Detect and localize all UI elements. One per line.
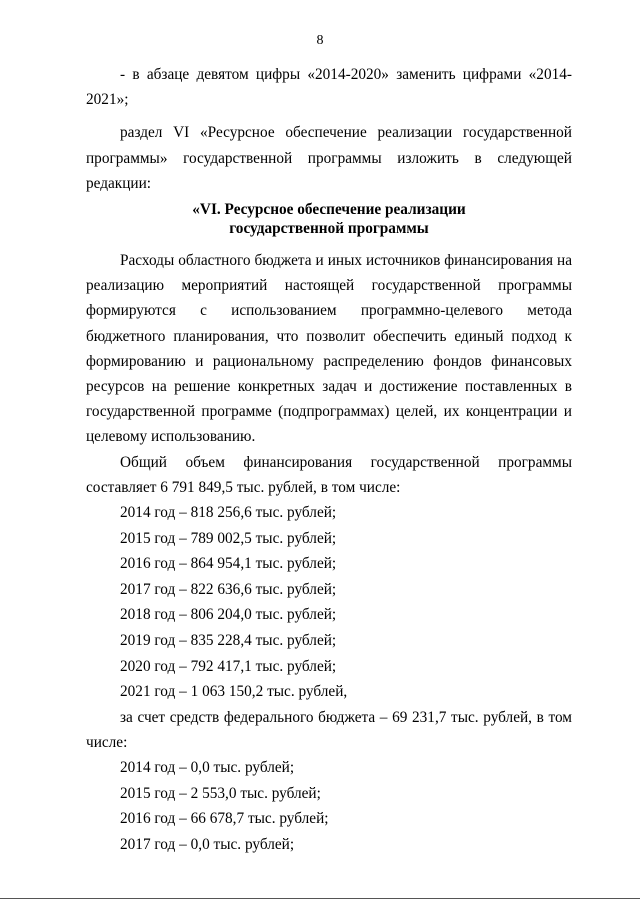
total-year-line: 2019 год – 835 228,4 тыс. рублей; — [120, 632, 337, 650]
paragraph-federal-funding: за счет средств федерального бюджета – 69 231,7 тыс. рублей, в том числе: — [86, 708, 572, 751]
federal-year-line: 2015 год – 2 553,0 тыс. рублей; — [120, 784, 321, 802]
total-year-line: 2015 год – 789 002,5 тыс. рублей; — [120, 529, 337, 547]
paragraph-section-vi-intro: раздел VI «Ресурсное обеспечение реализации государственной программы» государственной программы изложить в следующей редакции: — [86, 124, 572, 192]
federal-year-line: 2014 год – 0,0 тыс. рублей; — [120, 759, 295, 777]
bottom-scan-rule — [0, 898, 640, 899]
section-heading-line-1: «VI. Ресурсное обеспечение реализации — [192, 201, 466, 219]
total-year-line: 2020 год – 792 417,1 тыс. рублей; — [120, 657, 337, 675]
federal-year-line: 2017 год – 0,0 тыс. рублей; — [120, 835, 295, 853]
section-heading-line-2: государственной программы — [229, 220, 429, 238]
total-year-line: 2016 год – 864 954,1 тыс. рублей; — [120, 555, 337, 573]
total-year-line: 2014 год – 818 256,6 тыс. рублей; — [120, 504, 337, 522]
page-number: 8 — [316, 33, 324, 48]
document-body — [86, 62, 572, 858]
paragraph-funding-method: Расходы областного бюджета и иных источников финансирования на реализацию мероприятий настоящей государственной программы формируются с использованием программно-целевого метода бюджетного планирования, что позволит обеспечить единый подход к формированию и рациональному распределению фондов финансовых ресурсов на решение конкретных задач и достижение поставленных в государственной программе (подпрограммах) целей, их концентрации и целевому использованию. — [86, 252, 572, 446]
total-year-line: 2018 год – 806 204,0 тыс. рублей; — [120, 606, 337, 624]
federal-year-line: 2016 год – 66 678,7 тыс. рублей; — [120, 810, 329, 828]
total-year-line: 2017 год – 822 636,6 тыс. рублей; — [120, 580, 337, 598]
section-heading — [86, 200, 572, 238]
paragraph-total-funding: Общий объем финансирования государственной программы составляет 6 791 849,5 тыс. рублей, в том числе: — [86, 453, 572, 496]
total-year-line: 2021 год – 1 063 150,2 тыс. рублей, — [120, 683, 348, 701]
paragraph-amendment-years: - в абзаце девятом цифры «2014-2020» заменить цифрами «2014-2021»; — [86, 66, 572, 109]
